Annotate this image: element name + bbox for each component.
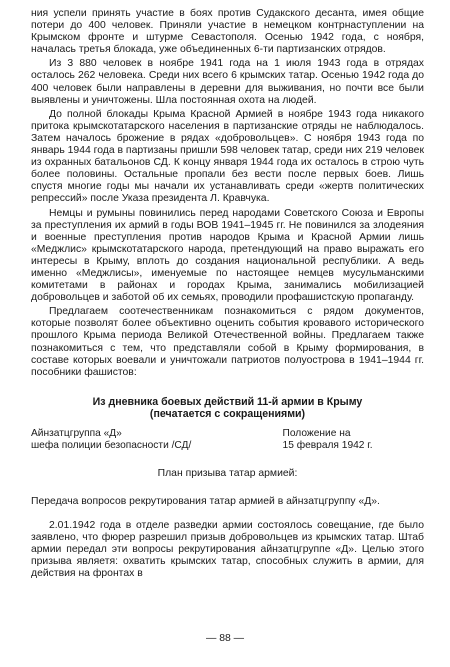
transfer-line: Передача вопросов рекрутирования татар армией в айнзатцгруппу «Д».: [31, 495, 380, 507]
meta-date-line2: 15 февраля 1942 г.: [282, 439, 373, 451]
paragraph-1: ния успели принять участие в боях против Судакского десанта, имея общие потери до 400 человек. Приняли участие в немецком контрнаступлении на Крымском фронте и штурме Севастополя. Осенью 1942 года, с ноября, началась третья блокада, уже объединенных 6-ти партизанских отрядов.: [31, 8, 424, 56]
meta-sender: [31, 428, 275, 452]
paragraph-5: Предлагаем соотечественникам познакомиться с рядом документов, которые позволят более объективно оценить события кровавого исторического прошлого Крыма периода Великой Отечественной войны. Предлагаем также познакомиться с тем, что представляли собой в Крыму формирования, в составе которых воевали и уничтожали патриотов полуострова в 1941–1944 гг. пособники фашистов:: [31, 306, 424, 378]
paragraph-2: Из 3 880 человек в ноябре 1941 года на 1 июля 1943 года в отрядах осталось 262 человека. Среди них всего 6 крымских татар. Осенью 1942 года до 400 человек были направлены в деревни для выживания, но почти все были выявлены и уничтожены. Шла постоянная охота на людей.: [31, 58, 424, 106]
document-meta: [31, 428, 424, 452]
paragraph-3: До полной блокады Крыма Красной Армией в ноябре 1943 года никакого притока крымскотатарского населения в партизанские отряды не наблюдалось. Затем началось брожение в рядах «добровольцев». С ноября 1943 года по январь 1944 года в партизаны пришли 598 человек татар, среди них 219 человек из охранных батальонов СД. К концу января 1944 года их осталось в строю чуть более половины. Остальные пропали без вести после первых боев. Лишь спустя многие годы мы начали их устанавливать среди «жертв политических репрессий» после Указа президента Л. Кравчука.: [31, 108, 424, 205]
meta-sender-line2: шефа полиции безопасности /СД/: [31, 439, 192, 451]
meta-date: [283, 428, 424, 452]
section-heading: [31, 396, 424, 421]
section-heading-title: Из дневника боевых действий 11-й армии в Крыму: [92, 395, 363, 408]
plan-title: План призыва татар армией:: [157, 467, 298, 479]
paragraph-last: 2.01.1942 года в отделе разведки армии состоялось совещание, где было заявлено, что фюрер разрешил призыв добровольцев из крымских татар. Штаб армии передал эти вопросы рекрутирования айнзатцгруппе «Д». Целью этого призыва являетя: охватить крымских татар, способных служить в армии, для действия на фронтах в: [31, 519, 424, 579]
section-heading-subtitle: (печатается с сокращениями): [149, 408, 306, 421]
paragraph-4: Немцы и румыны повинились перед народами Советского Союза и Европы за преступления их армий в годы ВОВ 1941–1945 гг. Не повинился за злодеяния и военные преступления против народов Крыма и Красной Армии лишь «Меджлис» крымскотатарского народа, претендующий на право выражать его интересы в Крыму, вплоть до создания национальной республики. А ведь именно «Меджлисы», именуемые по настоящее немцев мусульманскими комитетами в районах и городах Крыма, занимались мобилизацией добровольцев и заботой об их семьях, проводили профашистскую пропаганду.: [31, 207, 424, 304]
meta-date-line1: Положение на: [282, 427, 351, 439]
page-number: — 88 —: [205, 633, 245, 644]
meta-sender-line1: Айнзатцгруппа «Д»: [31, 427, 122, 439]
